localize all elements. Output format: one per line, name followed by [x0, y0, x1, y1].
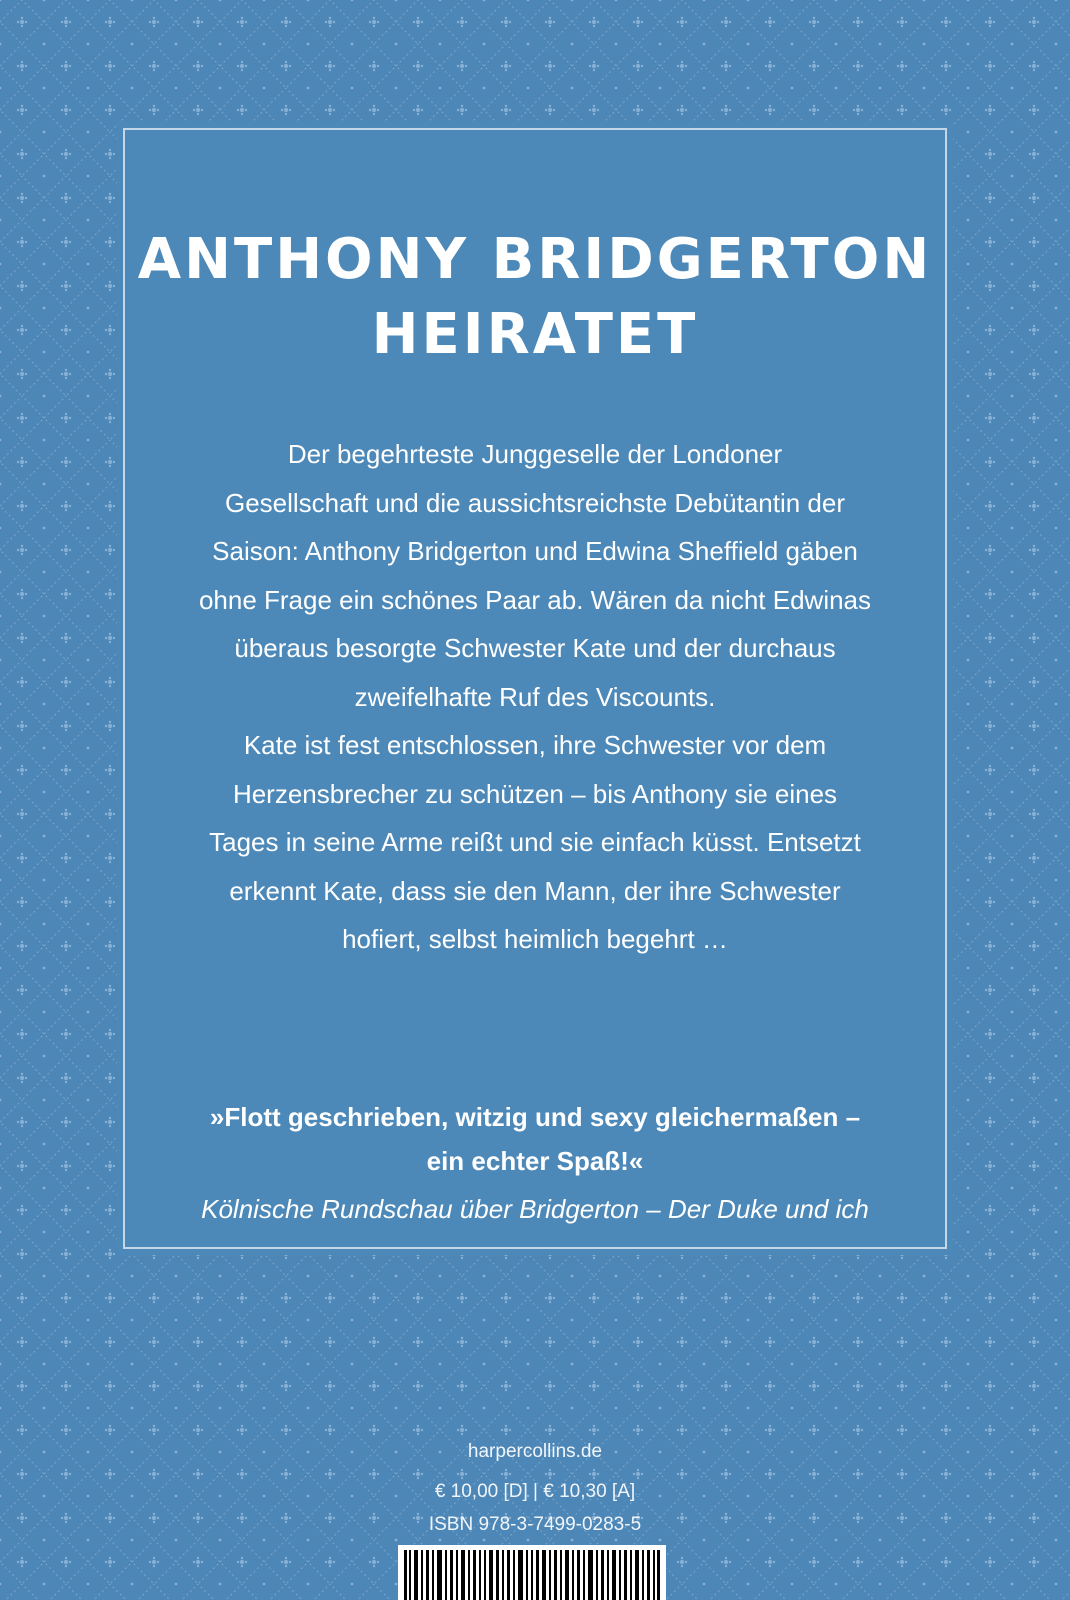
title-line-1: ANTHONY BRIDGERTON: [137, 227, 933, 292]
blurb-line: Der begehrteste Junggeselle der Londoner: [287, 439, 783, 469]
review-quote: [140, 1095, 930, 1183]
blurb-line: hofiert, selbst heimlich begehrt …: [342, 924, 728, 954]
book-blurb: [140, 430, 930, 964]
barcode: [398, 1545, 666, 1600]
blurb-line: Kate ist fest entschlossen, ihre Schwester vor dem: [243, 730, 827, 760]
book-title: [117, 222, 953, 372]
quote-line-2: ein echter Spaß!«: [426, 1146, 644, 1176]
blurb-line: Saison: Anthony Bridgerton und Edwina Sheffield gäben: [212, 536, 858, 566]
blurb-line: Gesellschaft und die aussichtsreichste Debütantin der: [224, 487, 845, 518]
blurb-line: überaus besorgte Schwester Kate und der durchaus: [234, 633, 836, 663]
blurb-line: zweifelhafte Ruf des Viscounts.: [354, 681, 716, 712]
blurb-line: ohne Frage ein schönes Paar ab. Wären da nicht Edwinas: [198, 584, 872, 615]
blurb-line: erkennt Kate, dass sie den Mann, der ihre Schwester: [229, 875, 841, 906]
publisher-website: harpercollins.de: [467, 1441, 603, 1462]
quote-line-1: »Flott geschrieben, witzig und sexy gleichermaßen –: [209, 1102, 861, 1132]
title-line-2: HEIRATET: [371, 302, 699, 367]
price-label: € 10,00 [D] | € 10,30 [A]: [434, 1481, 636, 1502]
quote-source: Kölnische Rundschau über Bridgerton – Der Duke und ich: [201, 1194, 869, 1224]
isbn-label: ISBN 978-3-7499-0283-5: [428, 1514, 642, 1535]
blurb-line: Tages in seine Arme reißt und sie einfach küsst. Entsetzt: [209, 827, 861, 857]
blurb-line: Herzensbrecher zu schützen – bis Anthony sie eines: [232, 778, 838, 809]
